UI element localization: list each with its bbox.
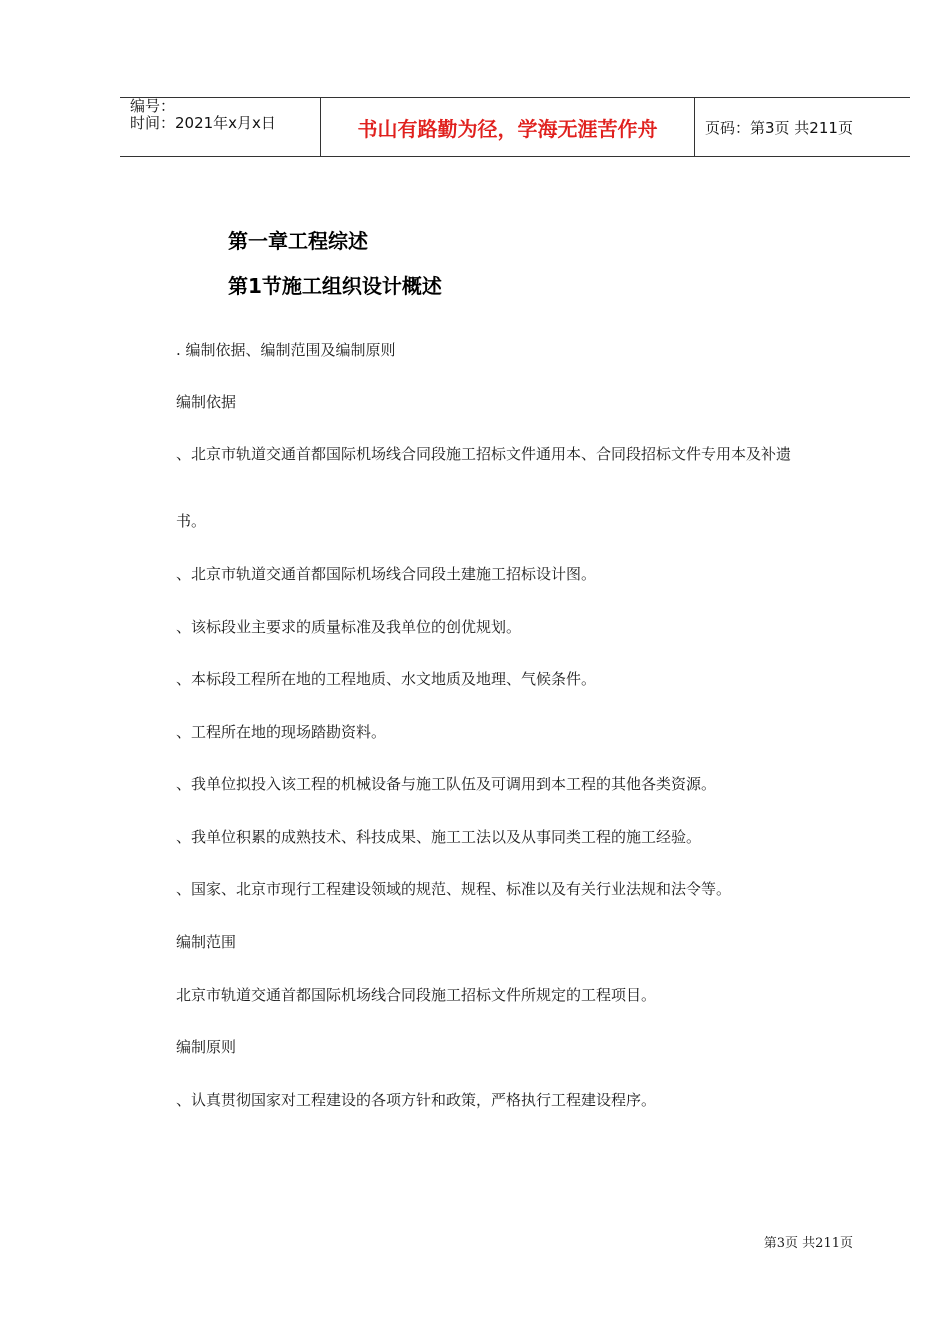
section-title: 第1节施工组织设计概述: [228, 274, 442, 298]
paragraph: 编制依据: [176, 393, 237, 411]
header-page-info: 页码：第3页 共211页: [705, 118, 853, 137]
paragraph: 北京市轨道交通首都国际机场线合同段施工招标文件所规定的工程项目。: [176, 986, 657, 1004]
paragraph: . 编制依据、编制范围及编制原则: [176, 341, 396, 359]
paragraph: 、我单位积累的成熟技术、科技成果、施工工法以及从事同类工程的施工经验。: [176, 828, 702, 846]
paragraph: 、工程所在地的现场踏勘资料。: [176, 723, 387, 741]
paragraph: 、北京市轨道交通首都国际机场线合同段土建施工招标设计图。: [176, 565, 597, 583]
page-header: [120, 97, 910, 157]
paragraph: 、国家、北京市现行工程建设领域的规范、规程、标准以及有关行业法规和法令等。: [176, 880, 732, 898]
header-motto: 书山有路勤为径，学海无涯苦作舟: [321, 98, 695, 156]
paragraph: 、该标段业主要求的质量标准及我单位的创优规划。: [176, 618, 522, 636]
paragraph: 编制原则: [176, 1038, 237, 1056]
paragraph: 、北京市轨道交通首都国际机场线合同段施工招标文件通用本、合同段招标文件专用本及补遗: [176, 445, 792, 463]
header-meta-cell: [120, 98, 321, 156]
document-number-label: 编号：: [130, 97, 176, 115]
paragraph: 、本标段工程所在地的工程地质、水文地质及地理、气候条件。: [176, 670, 597, 688]
paragraph: 、认真贯彻国家对工程建设的各项方针和政策，严格执行工程建设程序。: [176, 1091, 657, 1109]
document-time-label: 时间：2021年x月x日: [130, 114, 276, 132]
paragraph: 、我单位拟投入该工程的机械设备与施工队伍及可调用到本工程的其他各类资源。: [176, 775, 717, 793]
paragraph: 编制范围: [176, 933, 237, 951]
page-footer: 第3页 共211页: [763, 1236, 853, 1251]
chapter-title: 第一章工程综述: [228, 229, 368, 253]
paragraph: 书。: [176, 512, 207, 530]
